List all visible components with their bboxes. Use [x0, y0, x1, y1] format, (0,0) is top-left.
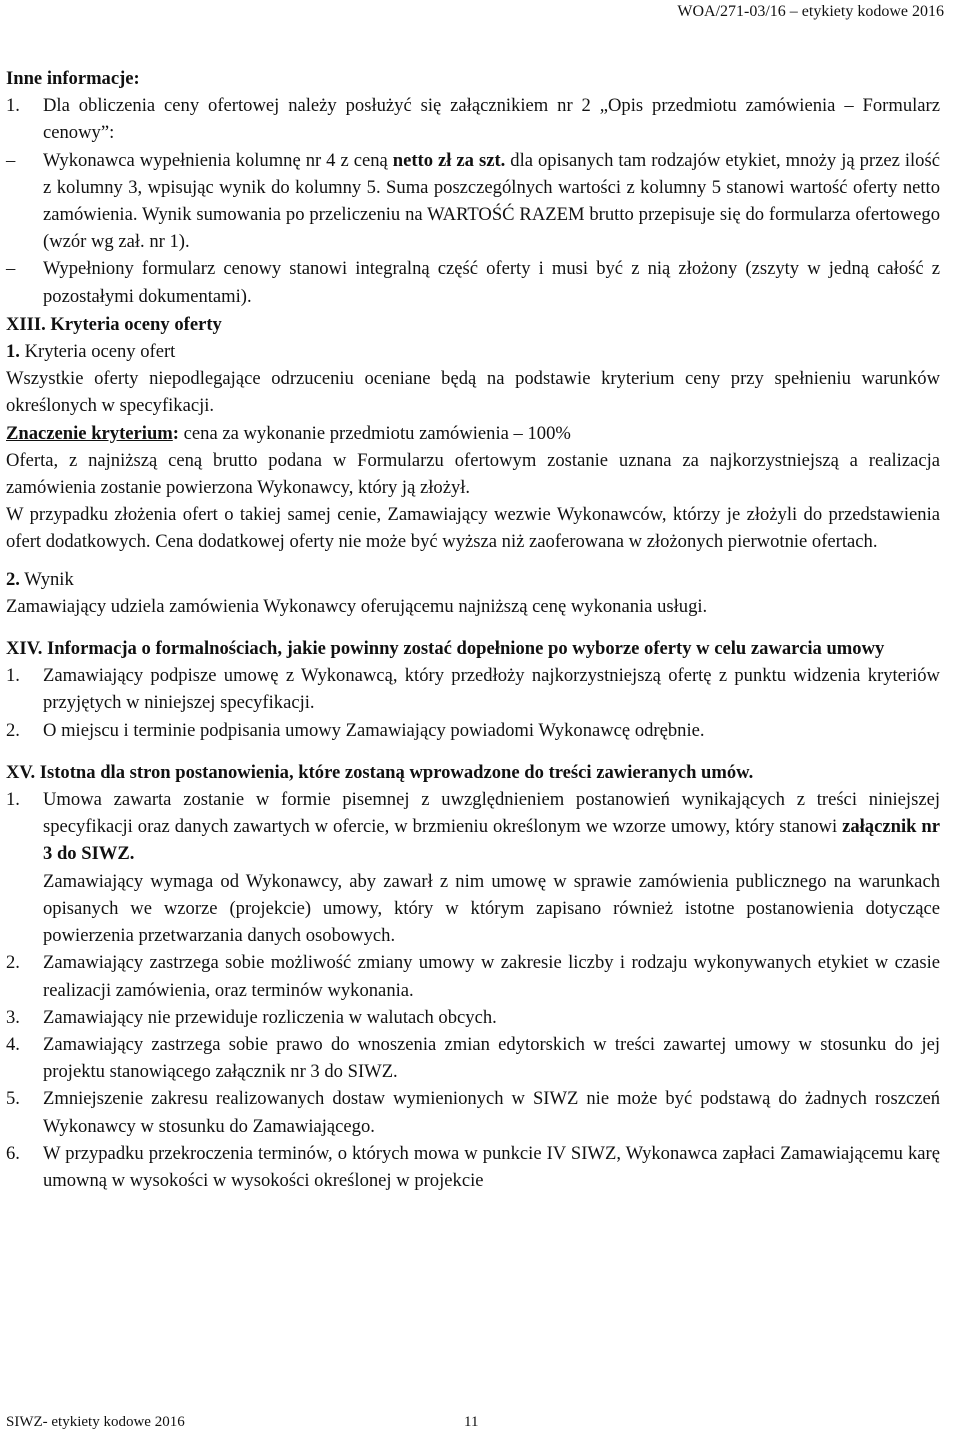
inne-item-1-text: Dla obliczenia ceny ofertowej należy posłużyć się załącznikiem nr 2 „Opis przedmiotu zamówienia – Formularz cenowy”: [43, 95, 940, 144]
xv-item-2: 2. Zamawiający zastrzega sobie możliwość zmiany umowy w zakresie liczby i rodzaju wykonywanych etykiet w czasie realizacji zamówienia, oraz terminów wykonania. [6, 952, 940, 1001]
page-content [6, 65, 940, 1194]
xv-item-5: 5. Zmniejszenie zakresu realizowanych dostaw wymienionych w SIWZ nie może być podstawą do żadnych roszczeń Wykonawcy w stosunku do Zamawiającego. [6, 1088, 940, 1137]
section-xv-heading: XV. Istotna dla stron postanowienia, które zostaną wprowadzone do treści zawieranych umów. [6, 761, 754, 783]
section-xiv-heading: XIV. Informacja o formalnościach, jakie powinny zostać dopełnione po wyborze oferty w celu zawarcia umowy [6, 638, 885, 660]
inne-dash-1 [6, 147, 940, 256]
inne-informacje-heading: Inne informacje: [6, 68, 140, 89]
xiii-oferta-text: Oferta, z najniższą ceną brutto podana w Formularzu ofertowym zostanie uznana za najkorzystniejszą a realizacja zamówienia zostanie powierzona Wykonawcy, który ją złożył. [6, 449, 940, 499]
section-xiii-heading: XIII. Kryteria oceny oferty [6, 313, 222, 335]
znaczenie-kryterium: Znaczenie kryterium: cena za wykonanie przedmiotu zamówienia – 100% [6, 422, 571, 444]
xv-item-4: 4. Zamawiający zastrzega sobie prawo do wnoszenia zmian edytorskich w treści zawartej umowy w stosunku do jej projektu stanowiącego załącznik nr 3 do SIWZ. [6, 1033, 940, 1083]
inne-item-1 [6, 92, 940, 146]
dash-bullet: – [6, 149, 16, 171]
dash-bullet: – [6, 258, 16, 280]
inne-dash-2-text: Wypełniony formularz cenowy stanowi integralną część oferty i musi być z nią złożony (zszyty w jedną całość z pozostałymi dokumentami). [43, 258, 940, 307]
inne-dash-1-text: Wykonawca wypełnienia kolumnę nr 4 z ceną netto zł za szt. dla opisanych tam rodzajów etykiet, mnoży ją przez ilość z kolumny 3, wpisując wynik do kolumny 5. Suma poszczególnych wartości z kolumny 5 stanowi wartość oferty netto zamówienia. Wynik sumowania po przeliczeniu na WARTOŚĆ RAZEM brutto przepisuje się do formularza ofertowego (wzór wg zał. nr 1). [43, 149, 940, 253]
xiv-item-2: 2. O miejscu i terminie podpisania umowy Zamawiający powiadomi Wykonawcę odrębnie. [6, 719, 705, 741]
inne-dash-2 [6, 255, 940, 309]
xv-item-3: 3. Zamawiający nie przewiduje rozliczenia w walutach obcych. [6, 1006, 497, 1028]
xiii-point-2-heading: 2. Wynik [6, 568, 74, 590]
inne-item-1-number: 1. [6, 95, 20, 117]
xv-item-1-paragraph-2: Zamawiający wymaga od Wykonawcy, aby zawarł z nim umowę w sprawie zamówienia publicznego na warunkach opisanych we wzorze (projekcie) umowy, który w którym zapisano również istotne postanowienia dotyczące powierzenia przetwarzania danych osobowych. [43, 870, 940, 947]
xiii-przypadek-text: W przypadku złożenia ofert o takiej samej cenie, Zamawiający wezwie Wykonawców, którzy je złożyli do przedstawienia ofert dodatkowych. Cena dodatkowej oferty nie może być wyższa niż zaoferowana w złożonych pierwotnie ofertach. [6, 504, 940, 553]
xiv-item-1: 1. Zamawiający podpisze umowę z Wykonawcą, który przedłoży najkorzystniejszą ofertę z punktu widzenia kryteriów przyjętych w niniejszej specyfikacji. [6, 665, 940, 714]
page-number: 11 [464, 1414, 479, 1430]
xv-item-1: 1. Umowa zawarta zostanie w formie pisemnej z uwzględnieniem postanowień wynikających z treści niniejszej specyfikacji oraz danych zawartych w ofercie, w brzmieniu określonym we wzorze umowy, który stanowi załącznik nr 3 do SIWZ. Zamawiający wymaga od Wykonawcy, aby zawarł z nim umowę w sprawie zamówienia publicznego na warunkach opisanych we wzorze (projekcie) umowy, który w którym zapisano również istotne postanowienia dotyczące powierzenia przetwarzania danych osobowych. [6, 789, 940, 947]
xiii-point-1-text: Wszystkie oferty niepodlegające odrzuceniu oceniane będą na podstawie kryterium ceny przy spełnieniu warunków określonych w specyfikacji. [6, 368, 940, 417]
page-header: WOA/271-03/16 – etykiety kodowe 2016 [677, 3, 944, 20]
xiii-point-2-text: Zamawiający udziela zamówienia Wykonawcy oferującemu najniższą cenę wykonania usługi. [6, 595, 708, 617]
xiii-point-1-heading: 1. Kryteria oceny ofert [6, 341, 176, 363]
xv-item-6: 6. W przypadku przekroczenia terminów, o których mowa w punkcie IV SIWZ, Wykonawca zapłaci Zamawiającemu karę umowną w wysokości w wysokości określonej w projekcie [6, 1142, 940, 1191]
footer-document-title: SIWZ- etykiety kodowe 2016 [6, 1414, 185, 1430]
